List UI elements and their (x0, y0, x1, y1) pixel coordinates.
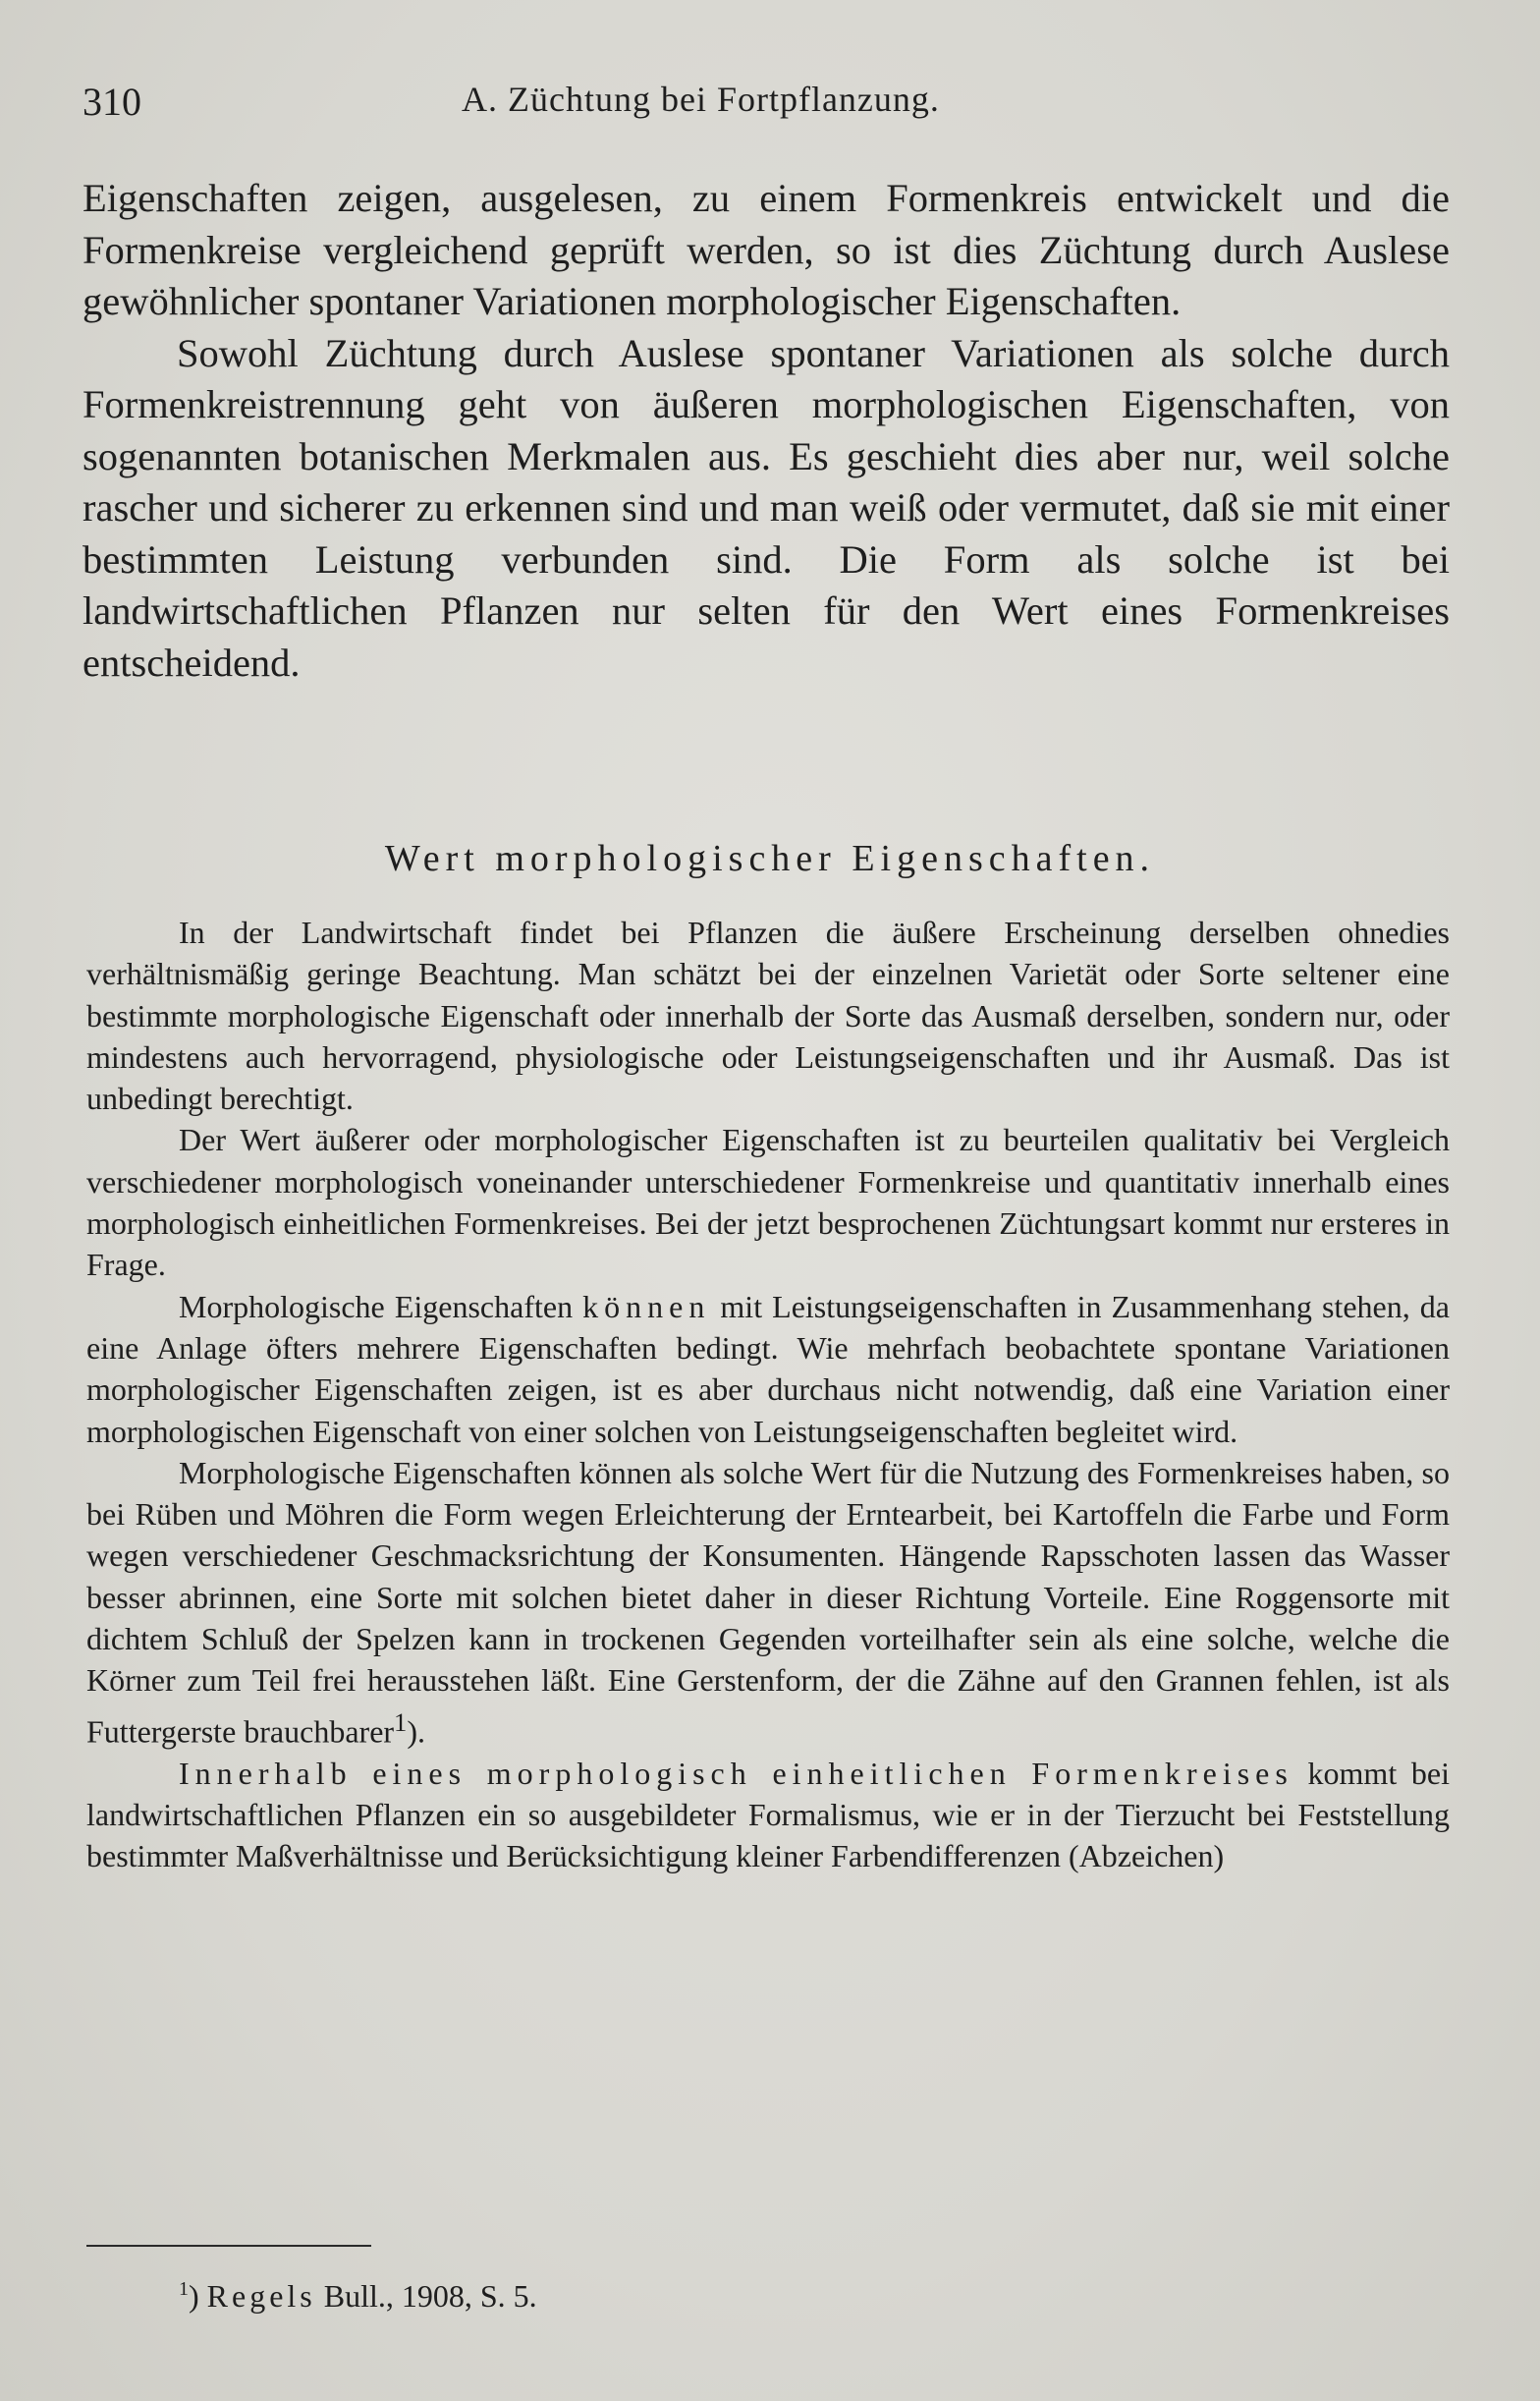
paragraph-text: ). (407, 1713, 426, 1750)
footnote-reference: 1 (394, 1706, 408, 1737)
emphasis: können (582, 1288, 711, 1324)
paragraph-text: kommt bei landwirtschaftlichen Pflanzen ein so ausgebildeter Formalismus, wie er in der Tierzucht bei Feststellung bestimmter Maßverhältnisse und Berücksichtigung kleiner Farbendifferenzen (Abzeichen) (86, 1755, 1450, 1874)
paragraph-text: Morphologische Eigenschaften (179, 1288, 583, 1324)
paragraph (86, 1286, 1450, 1452)
paragraph (86, 1452, 1450, 1753)
paragraph-text: mit Leistungseigenschaften in Zusammenhang stehen, da eine Anlage öfters mehrere Eigenschaften bedingt. Wie mehrfach beobachtete spontane Variationen morphologischer Eigenschaften zeigen, ist es aber durchaus nicht notwendig, daß eine Variation einer morphologischen Eigenschaft von einer solchen von Leistungseigenschaften begleitet wird. (86, 1288, 1451, 1449)
section-body (86, 912, 1450, 1876)
page-header (82, 65, 1458, 124)
paragraph: In der Landwirtschaft findet bei Pflanzen die äußere Erscheinung derselben ohnedies verhältnismäßig geringe Beachtung. Man schätzt bei der einzelnen Varietät oder Sorte seltener eine bestimmte morphologische Eigenschaft oder innerhalb der Sorte das Ausmaß derselben, sondern nur, oder mindestens auch hervorragend, physiologische oder Leistungseigenschaften und ihr Ausmaß. Das ist unbedingt berechtigt. (86, 915, 1450, 1117)
paragraph: Sowohl Züchtung durch Auslese spontaner Variationen als solche durch Formenkreistrennung geht von äußeren morphologischen Eigenschaften, von sogenannten botanischen Merkmalen aus. Es geschieht dies aber nur, weil solche rascher und sicherer zu erkennen sind und man weiß oder vermutet, daß sie mit einer bestimmten Leistung verbunden sind. Die Form als solche ist bei landwirtschaftlichen Pflanzen nur selten für den Wert eines Formenkreises entscheidend. (82, 330, 1450, 685)
footnote-marker-close: ) (189, 2278, 199, 2314)
paragraph: Der Wert äußerer oder morphologischer Eigenschaften ist zu beurteilen qualitativ bei Vergleich verschiedener morphologisch voneinander unterschiedener Formenkreise und quantitativ innerhalb eines morphologisch einheitlichen Formenkreises. Bei der jetzt besprochenen Züchtungsart kommt nur ersteres in Frage. (86, 1122, 1450, 1283)
paragraph: Eigenschaften zeigen, ausgelesen, zu einem Formenkreis entwickelt und die Formenkreise vergleichend geprüft werden, so ist dies Züchtung durch Auslese gewöhnlicher spontaner Variationen morphologischer Eigenschaften. (82, 176, 1450, 323)
footnote-author: Regels (206, 2278, 316, 2314)
running-head: A. Züchtung bei Fortpflanzung. (462, 80, 940, 119)
paragraph-text: Morphologische Eigenschaften können als solche Wert für die Nutzung des Formenkreises haben, so bei Rüben und Möhren die Form wegen Erleichterung der Erntearbeit, bei Kartoffeln die Farbe und Form wegen verschiedener Geschmacksrichtung der Konsumenten. Hängende Rapsschoten lassen das Wasser besser abrinnen, eine Sorte mit solchen bietet daher in dieser Richtung Vorteile. Eine Roggensorte mit dichtem Schluß der Spelzen kann in trockenen Gegenden vorteilhafter sein als eine solche, welche die Körner zum Teil frei herausstehen läßt. Eine Gerstenform, der die Zähne auf den Grannen fehlen, ist als Futtergerste brauchbarer (86, 1454, 1450, 1750)
paragraph (86, 1753, 1450, 1877)
page-number: 310 (82, 80, 141, 124)
intro-text (82, 173, 1450, 689)
section-title: Wert morphologischer Eigenschaften. (384, 838, 1156, 879)
footnote-marker: 1 (179, 2278, 189, 2300)
emphasis: Innerhalb eines morphologisch einheitlichen Formenkreises (179, 1755, 1293, 1791)
footnote-divider (86, 2245, 371, 2247)
footnote (179, 2278, 537, 2315)
footnote-citation: Bull., 1908, S. 5. (315, 2278, 537, 2314)
